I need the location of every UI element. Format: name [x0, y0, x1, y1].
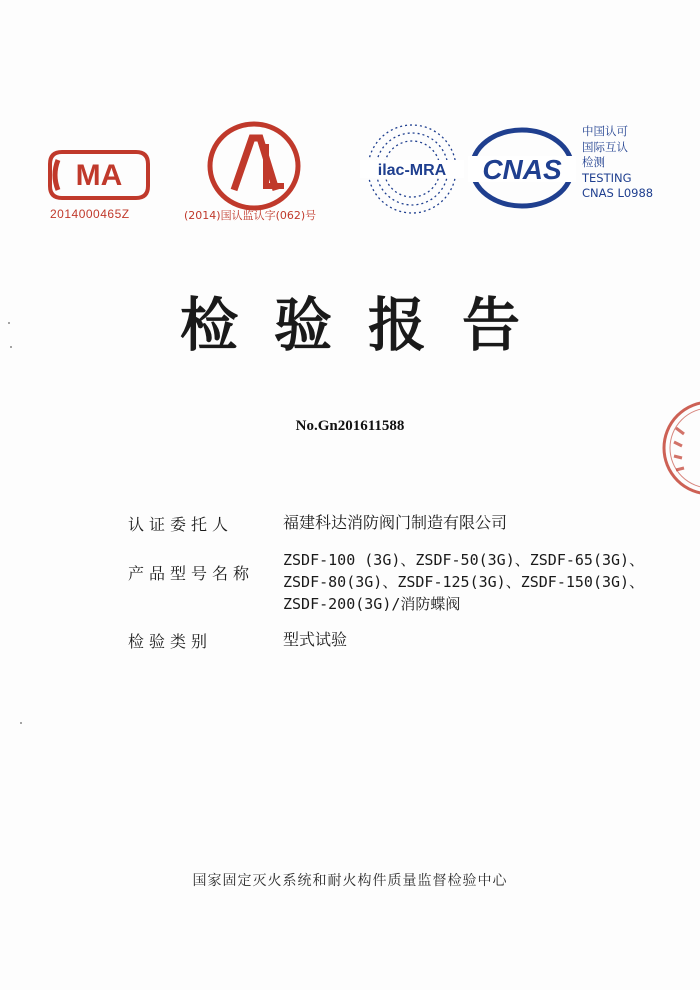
- svg-text:ilac-MRA: ilac-MRA: [377, 162, 447, 179]
- report-info: [128, 512, 668, 666]
- test-type-value: 型式试验: [283, 630, 348, 649]
- cnas-line: 国际互认: [582, 139, 628, 154]
- cnas-line: 中国认可: [582, 124, 628, 138]
- report-number: No.Gn201611588: [295, 418, 405, 434]
- scan-speck: [8, 322, 10, 324]
- product-value: ZSDF-100 (3G)、ZSDF-50(3G)、ZSDF-65(3G)、ZSDF-80(3G)、ZSDF-125(3G)、ZSDF-150(3G)、ZSDF-200(3G)/消防蝶阀: [283, 551, 645, 613]
- product-label: 产品型号名称: [128, 564, 255, 583]
- info-row-client: [128, 512, 668, 535]
- cal-number: (2014)国认监认字(062)号: [184, 209, 317, 222]
- client-label: 认证委托人: [128, 515, 234, 534]
- svg-text:MA: MA: [75, 159, 123, 192]
- cma-number: 2014000465Z: [50, 207, 130, 221]
- cnas-accreditation-text: [582, 124, 653, 202]
- cal-logo: [204, 120, 304, 216]
- client-value: 福建科达消防阀门制造有限公司: [283, 513, 508, 532]
- info-row-type: [128, 629, 668, 652]
- cnas-line: TESTING: [582, 170, 632, 185]
- seal-stamp: [660, 398, 700, 498]
- cnas-logo: [466, 126, 578, 210]
- issuing-organization: 国家固定灭火系统和耐火构件质量监督检验中心: [192, 873, 508, 889]
- test-type-label: 检验类别: [128, 632, 213, 651]
- info-row-product: [128, 549, 668, 615]
- scan-speck: [10, 346, 12, 348]
- report-title: 检验报告: [179, 291, 556, 359]
- cnas-line: CNAS L0988: [582, 186, 654, 200]
- scan-speck: [20, 722, 22, 724]
- svg-text:CNAS: CNAS: [482, 154, 562, 185]
- cma-logo: [44, 140, 154, 210]
- ilac-mra-logo: [356, 120, 468, 218]
- cnas-line: 检测: [582, 155, 605, 169]
